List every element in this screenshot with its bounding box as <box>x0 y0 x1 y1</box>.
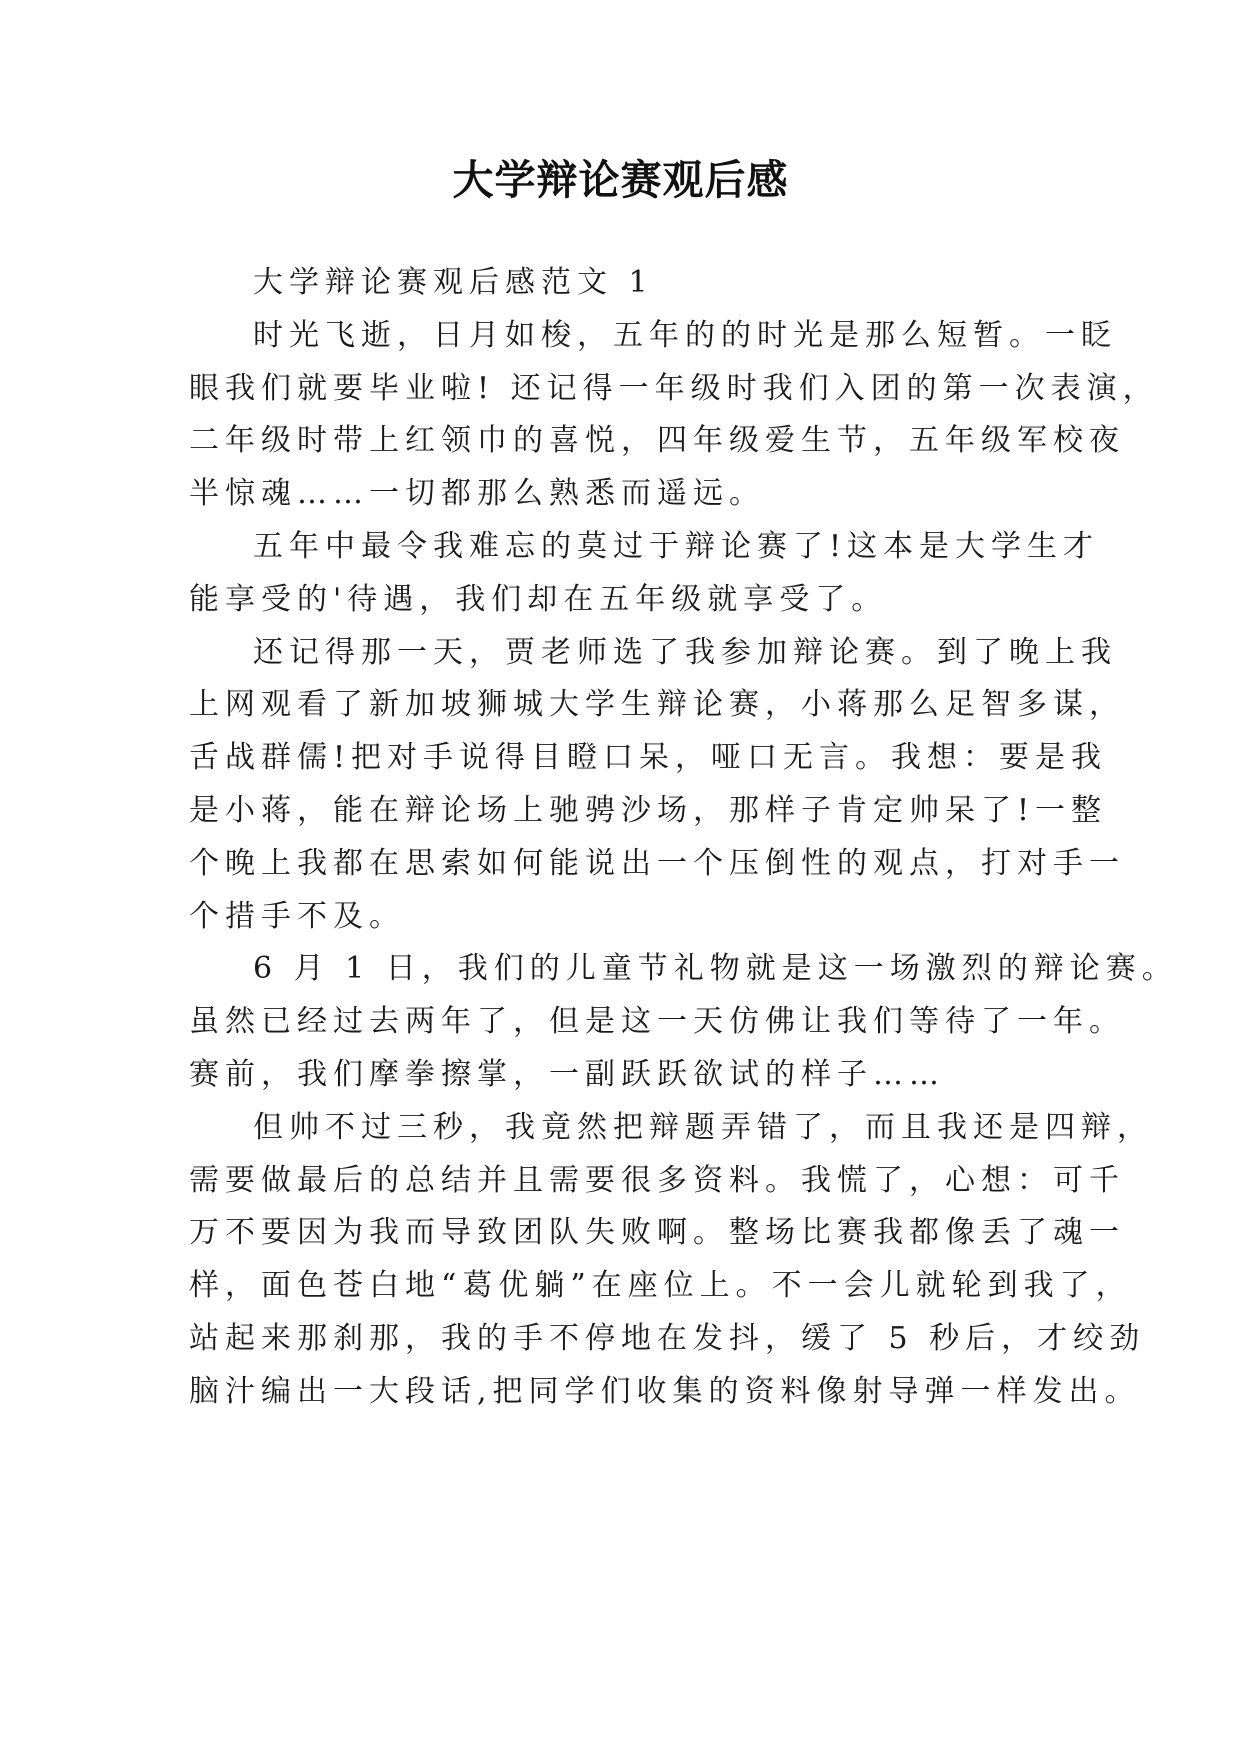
text-line: 但帅不过三秒，我竟然把辩题弄错了，而且我还是四辩， <box>253 1110 1153 1145</box>
text-line: 眼我们就要毕业啦! 还记得一年级时我们入团的第一次表演， <box>189 371 1159 406</box>
text-line: 舌战群儒!把对手说得目瞪口呆，哑口无言。我想：要是我 <box>189 740 1108 775</box>
text-line: 万不要因为我而导致团队失败啊。整场比赛我都像丢了魂一 <box>189 1215 1125 1250</box>
text-line: 6 月 1 日，我们的儿童节礼物就是这一场激烈的辩论赛。 <box>253 951 1178 986</box>
text-line: 虽然已经过去两年了，但是这一天仿佛让我们等待了一年。 <box>189 1004 1125 1039</box>
text-line: 五年中最令我难忘的莫过于辩论赛了!这本是大学生才 <box>253 529 1100 564</box>
text-line: 时光飞逝，日月如梭，五年的的时光是那么短暂。一眨 <box>253 318 1117 353</box>
text-line: 需要做最后的总结并且需要很多资料。我慌了，心想：可千 <box>189 1163 1125 1198</box>
text-line: 赛前，我们摩拳擦掌，一副跃跃欲试的样子…… <box>189 1057 945 1092</box>
text-line: 半惊魂……一切都那么熟悉而遥远。 <box>189 476 765 511</box>
text-line: 脑汁编出一大段话,把同学们收集的资料像射导弹一样发出。 <box>189 1374 1141 1409</box>
text-line: 是小蒋，能在辩论场上驰骋沙场，那样子肯定帅呆了!一整 <box>189 793 1108 828</box>
text-line: 个晚上我都在思索如何能说出一个压倒性的观点，打对手一 <box>189 846 1125 881</box>
text-line: 还记得那一天，贾老师选了我参加辩论赛。到了晚上我 <box>253 635 1117 670</box>
text-line: 二年级时带上红领巾的喜悦，四年级爱生节，五年级军校夜 <box>189 423 1125 458</box>
text-line: 能享受的'待遇，我们却在五年级就享受了。 <box>189 582 888 617</box>
text-line: 站起来那刹那，我的手不停地在发抖，缓了 5 秒后，才绞劲 <box>189 1321 1146 1356</box>
document-title: 大学辩论赛观后感 <box>452 156 789 204</box>
text-line: 大学辩论赛观后感范文 1 <box>253 265 654 300</box>
text-line: 个措手不及。 <box>189 899 405 934</box>
text-line: 样，面色苍白地“葛优躺”在座位上。不一会儿就轮到我了， <box>189 1268 1132 1303</box>
text-line: 上网观看了新加坡狮城大学生辩论赛，小蒋那么足智多谋， <box>189 687 1125 722</box>
